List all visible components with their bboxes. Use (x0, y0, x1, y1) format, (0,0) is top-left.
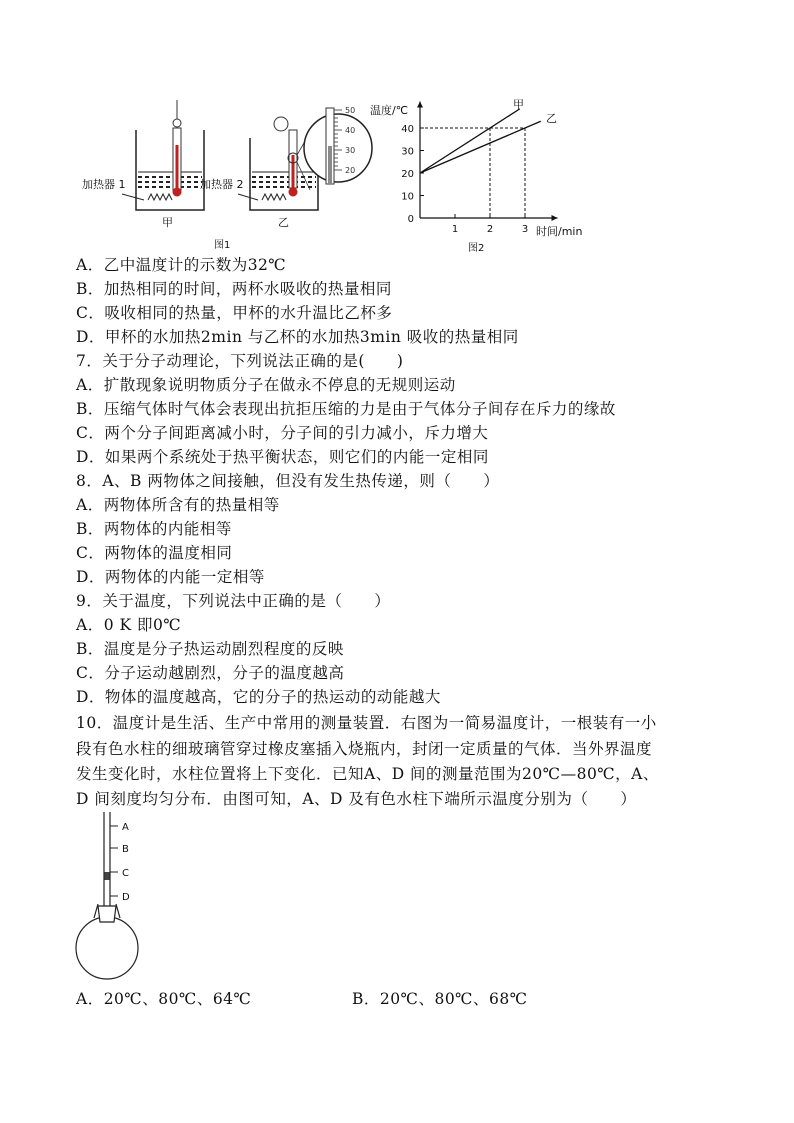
q6-option-c: C．吸收相同的热量，甲杯的水升温比乙杯多 (76, 304, 393, 322)
cup-yi-label: 乙 (278, 216, 289, 229)
q8-option-c: C．两物体的温度相同 (76, 544, 233, 562)
scale-label-c: C (122, 868, 129, 879)
q7-option-c: C．两个分子间距离减小时，分子间的引力减小，斥力增大 (76, 424, 489, 442)
scale-40: 40 (345, 126, 356, 135)
q8-option-a: A．两物体所含有的热量相等 (76, 496, 280, 514)
q9-option-c: C．分子运动越剧烈，分子的温度越高 (76, 664, 345, 682)
y-tick-label: 40 (401, 124, 414, 135)
figure1-caption: 图1 (214, 240, 231, 251)
q10-option-a: A．20℃、80℃、64℃ (76, 990, 252, 1008)
q7-stem: 7．关于分子动理论，下列说法正确的是( ) (76, 352, 404, 370)
q9-option-b: B．温度是分子热运动剧烈程度的反映 (76, 640, 344, 658)
q6-option-b: B．加热相同的时间，两杯水吸收的热量相同 (76, 280, 392, 298)
q8-stem: 8．A、B 两物体之间接触，但没有发生热传递，则（ ） (76, 472, 500, 490)
q10-stem-line2: 段有色水柱的细玻璃管穿过橡皮塞插入烧瓶内，封闭一定质量的气体．当外界温度 (76, 740, 653, 758)
q9-option-a: A．0 K 即0℃ (76, 616, 182, 634)
heater1-label: 加热器 1 (82, 178, 126, 191)
scale-20: 20 (345, 166, 356, 175)
series-label-yi: 乙 (546, 112, 557, 125)
heater2-label: 加热器 2 (200, 178, 244, 191)
y-tick-label: 0 (407, 214, 414, 225)
chart-caption: 图2 (468, 243, 485, 254)
q10-option-b: B．20℃、80℃、68℃ (352, 990, 528, 1008)
x-tick-label: 1 (451, 224, 459, 235)
q10-stem-line4: D 间刻度均匀分布．由图可知，A、D 及有色水柱下端所示温度分别为（ ） (76, 790, 637, 808)
scale-label-a: A (122, 822, 129, 833)
cup-jia-label: 甲 (162, 216, 173, 229)
series-label-jia: 甲 (513, 98, 524, 111)
y-tick-label: 20 (401, 169, 414, 180)
scale-label-d: D (122, 892, 130, 903)
chart-series (420, 109, 541, 173)
x-tick-label: 2 (486, 224, 494, 235)
scale-30: 30 (345, 146, 356, 155)
chart-xlabel: 时间/min (536, 225, 583, 238)
water-column (105, 872, 110, 880)
q9-option-d: D．物体的温度越高，它的分子的热运动的动能越大 (76, 688, 441, 706)
y-tick-label: 30 (401, 146, 414, 158)
q7-option-b: B．压缩气体时气体会表现出抗拒压缩的力是由于气体分子间存在斥力的缘故 (76, 400, 616, 418)
thermometer-jia (173, 100, 182, 197)
beaker-jia (122, 130, 204, 210)
series-line-jia (420, 109, 520, 173)
y-tick-label: 10 (401, 191, 414, 203)
q7-option-a: A．扩散现象说明物质分子在做永不停息的无规则运动 (76, 376, 456, 394)
y-axis-arrow (417, 102, 423, 108)
figure1 (82, 100, 382, 252)
q6-option-a: A．乙中温度计的示数为32℃ (76, 256, 287, 274)
scale-label-b: B (122, 844, 129, 855)
q9-stem: 9．关于温度，下列说法中正确的是（ ） (76, 592, 391, 610)
q8-option-d: D．两物体的内能一定相等 (76, 568, 265, 586)
q10-stem-line3: 发生变化时，水柱位置将上下变化．已知A、D 间的测量范围为20℃—80℃，A、 (76, 765, 659, 783)
q7-option-d: D．如果两个系统处于热平衡状态，则它们的内能一定相同 (76, 448, 489, 466)
flask-thermometer-figure (74, 810, 174, 986)
chart-ylabel: 温度/℃ (370, 104, 409, 117)
series-line-yi (420, 121, 541, 173)
chart-guides (420, 128, 525, 218)
q6-option-d: D．甲杯的水加热2min 与乙杯的水加热3min 吸收的热量相同 (76, 328, 519, 346)
q10-stem-line1: 10．温度计是生活、生产中常用的测量装置．右图为一简易温度计，一根装有一小 (76, 714, 657, 732)
magnified-scale (304, 106, 372, 184)
scale-50: 50 (345, 106, 356, 115)
figure2-chart (370, 96, 620, 256)
x-axis-arrow (552, 215, 558, 221)
x-tick-label: 3 (521, 224, 529, 235)
q8-option-b: B．两物体的内能相等 (76, 520, 232, 538)
